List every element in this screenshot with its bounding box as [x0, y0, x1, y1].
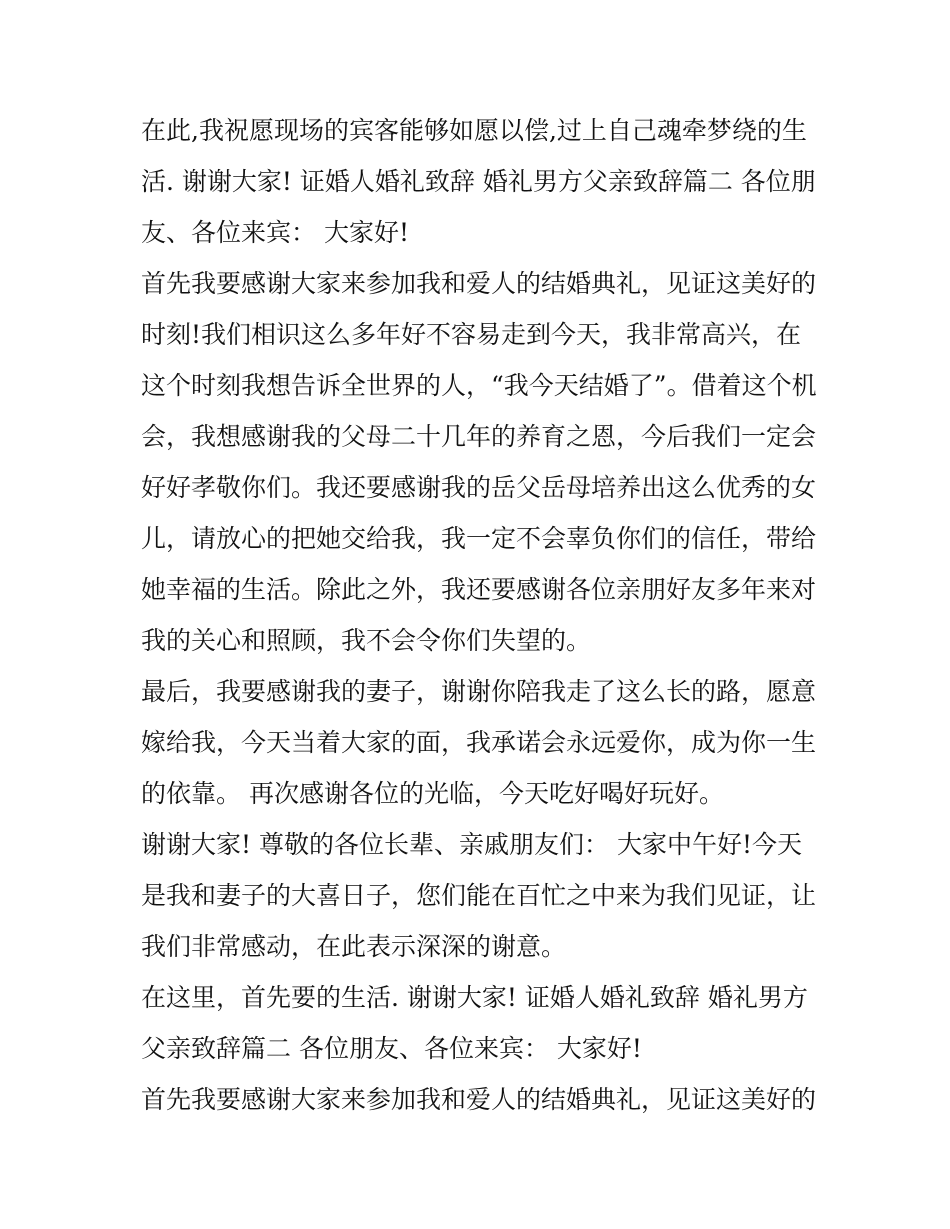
text-line: 的依靠。 再次感谢各位的光临，今天吃好喝好玩好。	[141, 779, 724, 808]
text-line: 谢谢大家! 尊敬的各位长辈、亲戚朋友们： 大家中午好!今天	[141, 830, 802, 859]
text-line: 在此,我祝愿现场的宾客能够如愿以偿,过上自己魂牵梦绕的生	[141, 116, 807, 145]
text-line: 时刻!我们相识这么多年好不容易走到今天，我非常高兴，在	[141, 320, 802, 349]
text-line: 是我和妻子的大喜日子，您们能在百忙之中来为我们见证，让	[141, 881, 817, 910]
text-line: 首先我要感谢大家来参加我和爱人的结婚典礼，见证这美好的	[141, 1085, 817, 1114]
text-line: 活. 谢谢大家! 证婚人婚礼致辞 婚礼男方父亲致辞篇二 各位朋	[141, 167, 816, 196]
text-line: 会，我想感谢我的父母二十几年的养育之恩，今后我们一定会	[141, 422, 817, 451]
text-line: 嫁给我，今天当着大家的面，我承诺会永远爱你，成为你一生	[141, 728, 817, 757]
text-line: 她幸福的生活。除此之外，我还要感谢各位亲朋好友多年来对	[141, 575, 817, 604]
text-line: 首先我要感谢大家来参加我和爱人的结婚典礼，见证这美好的	[141, 269, 817, 298]
text-line: 最后，我要感谢我的妻子，谢谢你陪我走了这么长的路，愿意	[141, 677, 817, 706]
text-line: 父亲致辞篇二 各位朋友、各位来宾： 大家好!	[141, 1034, 642, 1063]
text-line: 这个时刻我想告诉全世界的人，“我今天结婚了”。借着这个机	[141, 371, 817, 400]
text-line: 友、各位来宾： 大家好!	[141, 218, 409, 247]
text-line: 在这里，首先要的生活. 谢谢大家! 证婚人婚礼致辞 婚礼男方	[141, 983, 808, 1012]
text-line: 好好孝敬你们。我还要感谢我的岳父岳母培养出这么优秀的女	[141, 473, 817, 502]
text-line: 儿，请放心的把她交给我，我一定不会辜负你们的信任，带给	[141, 524, 817, 553]
text-line: 我们非常感动，在此表示深深的谢意。	[141, 932, 567, 961]
text-line: 我的关心和照顾，我不会令你们失望的。	[141, 626, 592, 655]
document-body	[141, 105, 821, 1125]
